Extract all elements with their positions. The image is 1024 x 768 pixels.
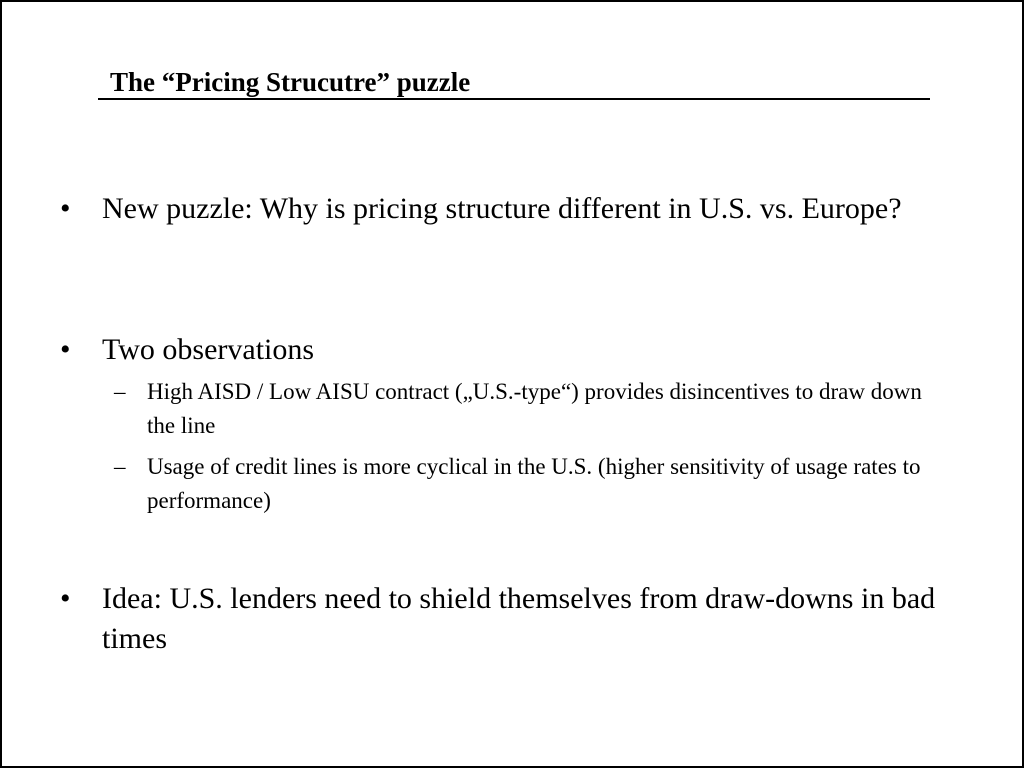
bullet-text: Idea: U.S. lenders need to shield themselves from draw-downs in bad times [102,582,936,655]
sub-bullet-text: High AISD / Low AISU contract („U.S.-type“) provides disincentives to draw down the line [147,379,922,438]
slide-title: The “Pricing Strucutre” puzzle [110,67,471,97]
bullet-text: New puzzle: Why is pricing structure different in U.S. vs. Europe? [102,192,902,225]
bullet-icon: • [60,333,71,366]
sub-bullet-text: Usage of credit lines is more cyclical in the U.S. (higher sensitivity of usage rates to performance) [147,454,921,513]
dash-icon: – [114,379,126,404]
bullet-text: Two observations [102,333,315,366]
title-underline [98,66,930,100]
bullet-icon: • [60,582,71,615]
dash-icon: – [114,454,126,479]
bullet-icon: • [60,192,71,225]
